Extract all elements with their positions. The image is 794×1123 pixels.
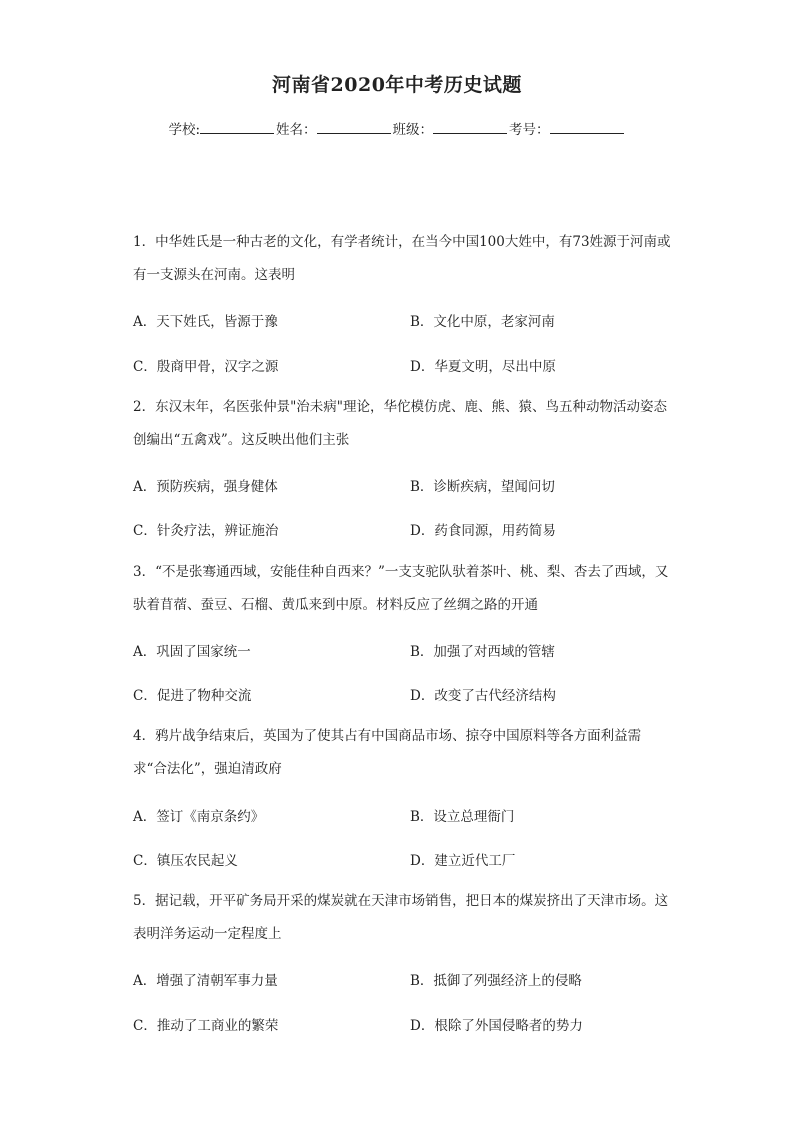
- question-3-option-c: C．促进了物种交流: [133, 688, 252, 704]
- question-3-option-d: D．改变了古代经济结构: [410, 688, 556, 704]
- school-label: 学校:: [168, 122, 201, 138]
- question-5-option-d: D．根除了外国侵略者的势力: [410, 1018, 583, 1034]
- exam-number-blank: [550, 119, 624, 134]
- question-1-option-a: A．天下姓氏，皆源于豫: [133, 314, 278, 330]
- question-3-option-a: A．巩固了国家统一: [133, 644, 251, 660]
- question-5-option-a: A．增强了清朝军事力量: [133, 973, 278, 989]
- student-info-line: [0, 118, 794, 138]
- question-4-stem: 4．鸦片战争结束后，英国为了使其占有中国商品市场、掠夺中国原料等各方面利益需求“合法化”，强迫清政府: [133, 728, 642, 777]
- school-blank: [200, 119, 274, 134]
- question-1-option-c: C．殷商甲骨，汉字之源: [133, 359, 279, 375]
- question-4-option-c: C．镇压农民起义: [133, 853, 238, 869]
- question-4-option-b: B．设立总理衙门: [410, 809, 515, 825]
- question-1-option-b: B．文化中原，老家河南: [410, 314, 555, 330]
- page-title: 河南省2020年中考历史试题: [272, 74, 522, 96]
- question-3-stem: 3．“不是张骞通西域，安能佳种自西来？”一支支驼队驮着茶叶、桃、梨、杏去了西域，又驮着苜蓿、蚕豆、石榴、黄瓜来到中原。材料反应了丝绸之路的开通: [133, 564, 669, 613]
- question-5-option-b: B．抵御了列强经济上的侵略: [410, 973, 582, 989]
- question-2-option-d: D．药食同源，用药简易: [410, 523, 556, 539]
- question-2-stem: 2．东汉末年，名医张仲景"治未病"理论，华佗模仿虎、鹿、熊、猿、鸟五种动物活动姿态创编出“五禽戏”。这反映出他们主张: [133, 399, 668, 448]
- question-1-option-d: D．华夏文明，尽出中原: [410, 359, 556, 375]
- question-2-option-a: A．预防疾病，强身健体: [133, 479, 278, 495]
- question-2-option-c: C．针灸疗法，辨证施治: [133, 523, 279, 539]
- question-1-stem: 1．中华姓氏是一种古老的文化，有学者统计，在当今中国100大姓中，有73姓源于河南或有一支源头在河南。这表明: [133, 234, 671, 283]
- question-5-stem: 5．据记载，开平矿务局开采的煤炭就在天津市场销售，把日本的煤炭挤出了天津市场。这表明洋务运动一定程度上: [133, 893, 669, 942]
- class-label: 班级：: [392, 122, 434, 138]
- question-2-option-b: B．诊断疾病，望闻问切: [410, 479, 555, 495]
- question-4-option-a: A．签订《南京条约》: [133, 809, 265, 825]
- exam-number-label: 考号：: [509, 122, 550, 138]
- question-3-option-b: B．加强了对西域的管辖: [410, 644, 555, 660]
- name-label: 姓名：: [276, 122, 317, 138]
- question-5-option-c: C．推动了工商业的繁荣: [133, 1018, 279, 1034]
- name-blank: [317, 119, 391, 134]
- class-blank: [433, 119, 507, 134]
- question-4-option-d: D．建立近代工厂: [410, 853, 516, 869]
